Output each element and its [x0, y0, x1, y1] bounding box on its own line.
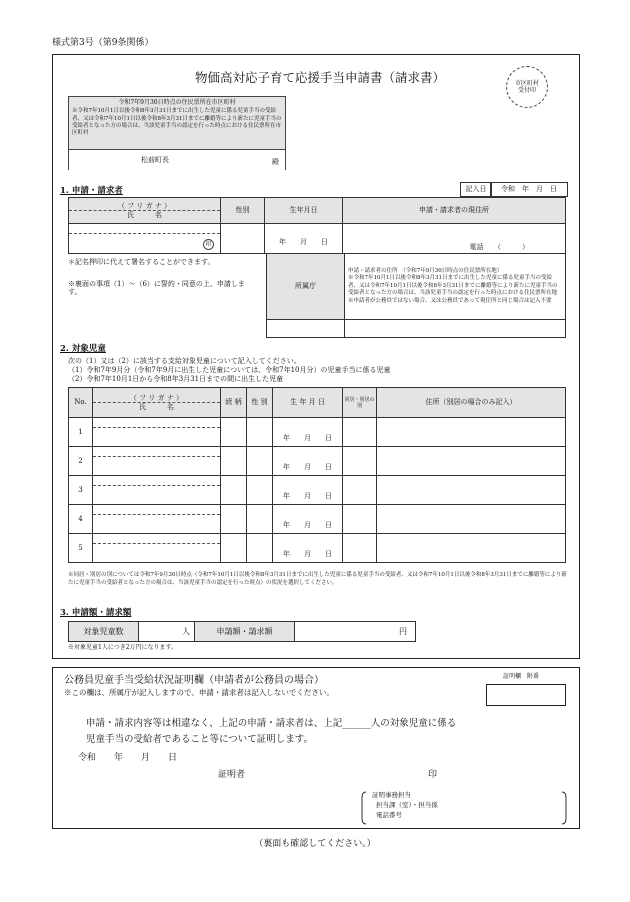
child-relationship-field[interactable] — [221, 476, 247, 505]
residence-field[interactable] — [345, 320, 566, 338]
contact-line1: 証明事務担当 — [372, 791, 411, 799]
footer-note: （裏面も確認してください。） — [254, 839, 376, 849]
row-number: 2 — [69, 447, 93, 476]
row-number: 3 — [69, 476, 93, 505]
table-row — [69, 418, 566, 447]
contact-line3: 電話番号 — [376, 811, 402, 819]
col-address: 住所（別居の場合のみ記入） — [377, 388, 566, 418]
applicant-dob-label: 生年月日 — [265, 198, 343, 224]
section1-heading: 1. 申請・請求者 — [60, 186, 123, 196]
signature-note: ＊記名押印に代えて署名することができます。 — [68, 258, 215, 266]
child-dob-field[interactable]: 年 月 日 — [273, 505, 343, 534]
child-count-label: 対象児童数 — [69, 622, 139, 642]
section2-intro2: （1）令和7年9月分（令和7年9月に出生した児童については、令和7年10月分）の児童手当に係る児童 — [68, 366, 391, 374]
child-name-field[interactable] — [93, 505, 221, 534]
applicant-sex-label: 性別 — [221, 198, 265, 224]
form-title: 物価高対応子育て応援手当申請書（請求書） — [194, 70, 445, 85]
applicant-dob-field[interactable]: 年 月 日 — [265, 224, 343, 254]
applicant-sex-field[interactable] — [221, 224, 265, 254]
child-count-field[interactable] — [139, 622, 195, 642]
child-address-field[interactable] — [377, 505, 566, 534]
row-number: 1 — [69, 418, 93, 447]
child-coresident-field[interactable] — [343, 505, 377, 534]
municipality-block — [68, 96, 286, 170]
child-dob-field[interactable]: 年 月 日 — [273, 476, 343, 505]
phone-label: 電話 （ ） — [469, 242, 529, 251]
child-sex-field[interactable] — [247, 505, 273, 534]
child-sex-field[interactable] — [247, 476, 273, 505]
applicant-address-field[interactable] — [343, 224, 566, 254]
municipality-line1: 令和7年9月30日時点の住民票所在市区町村 — [118, 99, 236, 106]
table-row — [69, 505, 566, 534]
col-dob: 生 年 月 日 — [273, 388, 343, 418]
table-row — [69, 534, 566, 563]
consent-note: ※裏面の事項（1）～（6）に誓約・同意の上、申請します。 — [68, 280, 245, 297]
cert-note: ※この欄は、所属庁が記入しますので、申請・請求者は記入しないでください。 — [64, 688, 334, 697]
col-no: No. — [69, 388, 93, 418]
applicant-furigana-label: （ フ リ ガ ナ ） — [69, 202, 220, 211]
child-coresident-field[interactable] — [343, 418, 377, 447]
cert-text2: 児童手当の受給者であること等について証明します。 — [86, 734, 314, 745]
amount-label: 申請額・請求額 — [195, 622, 295, 642]
mayor-name: 松前町長 — [141, 156, 169, 164]
child-relationship-field[interactable] — [221, 418, 247, 447]
child-name-field[interactable] — [93, 476, 221, 505]
cert-number-label: 証明欄 附番 — [503, 673, 540, 680]
child-address-field[interactable] — [377, 476, 566, 505]
municipality-note: ※令和7年10月1日以後令和8年3月31日までに出生した児童に係る児童手当の受給者、又は令和7年10月1日以後令和8年3月31日までに離婚等により新たに児童手当の受給者となった方の場合は、当該児童手当の認定を行った時点における住民票所在市区町村 — [72, 108, 282, 137]
child-coresident-field[interactable] — [343, 534, 377, 563]
entry-date-field[interactable]: 令和 年 月 日 — [490, 182, 568, 197]
section2-footnote: ※同居・別居の別については令和7年9月30日時点（令和7年10月1日以後令和8年3月31日までに出生した児童に係る児童手当の受給者、又は令和7年10月1日以後令和8年3月31日までに離婚等により新たに児童手当の受給者となった方の場合は、当該児童手当の認定を行った時点）の状況を選択してください。 — [68, 572, 567, 586]
cert-text1: 申請・請求内容等は相違なく、上記の申請・請求者は、上記______人の対象児童に係る — [86, 718, 457, 729]
child-relationship-field[interactable] — [221, 534, 247, 563]
entry-date-label: 記入日 — [460, 182, 492, 197]
applicant-name-label: 氏 名 — [127, 211, 162, 219]
contact-line2: 担当課（室）・担当係 — [376, 801, 438, 809]
child-coresident-field[interactable] — [343, 447, 377, 476]
amount-unit: 円 — [399, 626, 407, 636]
col-sex: 性 別 — [247, 388, 273, 418]
applicant-address-label: 申請・請求者の現住所 — [343, 198, 566, 224]
children-table — [68, 387, 566, 563]
col-relationship: 続 柄 — [221, 388, 247, 418]
child-dob-field[interactable]: 年 月 日 — [273, 447, 343, 476]
child-sex-field[interactable] — [247, 534, 273, 563]
child-dob-field[interactable]: 年 月 日 — [273, 418, 343, 447]
child-name-field[interactable] — [93, 534, 221, 563]
child-relationship-field[interactable] — [221, 447, 247, 476]
child-sex-field[interactable] — [247, 447, 273, 476]
child-name-field[interactable] — [93, 418, 221, 447]
col-name: 氏 名 — [139, 403, 174, 411]
form-number: 様式第3号（第9条関係） — [52, 38, 154, 48]
seal-mark-icon: 印 — [203, 239, 214, 250]
child-sex-field[interactable] — [247, 418, 273, 447]
section2-intro1: 次の（1）又は（2）に該当する支給対象児童について記入してください。 — [68, 357, 301, 365]
cert-title: 公務員児童手当受給状況証明欄（申請者が公務員の場合） — [64, 675, 324, 686]
child-address-field[interactable] — [377, 534, 566, 563]
row-number: 5 — [69, 534, 93, 563]
col-coresident: 同居・別居の別 — [343, 388, 377, 418]
child-address-field[interactable] — [377, 418, 566, 447]
certifier-seal: 印 — [428, 770, 438, 780]
residence-note: 申請・請求者の住所 （令和7年9月30日時点の住民票所在地） ※令和7年10月1日以後令和8年3月31日までに出生した児童に係る児童手当の受給者、又は令和7年10月1日以後令和8年3月31日までに離婚等により新たに児童手当の受給者となった方の場合は、当該児童手当の認定を行った時点における住民票所在地 ※申請者が公務員ではない場合、又は公務員であって現住所と同じ場合は記入不要 — [345, 254, 566, 320]
amount-field[interactable] — [295, 622, 416, 642]
receipt-stamp: 市区町村 受付印 — [506, 66, 548, 108]
table-row — [69, 447, 566, 476]
child-relationship-field[interactable] — [221, 505, 247, 534]
child-name-field[interactable] — [93, 447, 221, 476]
affiliation-table — [266, 253, 566, 338]
child-coresident-field[interactable] — [343, 476, 377, 505]
cert-date[interactable]: 令和 年 月 日 — [78, 753, 178, 763]
table-row — [69, 476, 566, 505]
section3-heading: 3. 申請額・請求額 — [60, 608, 132, 618]
amount-table — [68, 621, 416, 642]
affiliation-field[interactable] — [267, 320, 345, 338]
child-count-unit: 人 — [182, 626, 190, 636]
row-number: 4 — [69, 505, 93, 534]
amount-note: ※対象児童1人につき2万円になります。 — [68, 644, 178, 651]
certifier-label: 証明者 — [218, 770, 246, 780]
section2-intro3: （2）令和7年10月1日から令和8年3月31日までの間に出生した児童 — [68, 375, 284, 383]
col-furigana: （ フ リ ガ ナ ） — [93, 394, 220, 403]
cert-number-field[interactable] — [486, 684, 566, 706]
affiliation-label: 所属庁 — [267, 254, 345, 320]
child-dob-field[interactable]: 年 月 日 — [273, 534, 343, 563]
applicant-table — [68, 197, 566, 254]
child-address-field[interactable] — [377, 447, 566, 476]
section2-heading: 2. 対象児童 — [60, 344, 106, 354]
honorific: 殿 — [272, 158, 279, 166]
applicant-name-field[interactable] — [69, 224, 221, 254]
